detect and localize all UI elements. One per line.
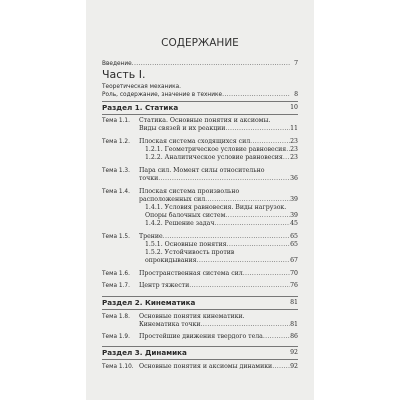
section-heading: Раздел 2. Кинематика 81 bbox=[102, 298, 298, 307]
toc-row: Тема 1.4. Плоская система произвольно bbox=[102, 188, 240, 195]
section-divider bbox=[102, 359, 298, 360]
toc-row: Опоры балочных систем ..... 39 bbox=[102, 212, 298, 220]
toc-intro-page: 7 bbox=[294, 60, 298, 67]
toc-row: Тема 1.10. Основные понятия и аксиомы динамики ..... 92 bbox=[102, 363, 298, 371]
toc-page bbox=[86, 0, 314, 400]
toc-intro-text: Введение bbox=[102, 61, 132, 67]
toc-row: Тема 1.1. Статика. Основные понятия и аксиомы. bbox=[102, 117, 271, 124]
section-divider bbox=[102, 346, 298, 347]
toc-row: Тема 1.3. Пара сил. Момент силы относительно bbox=[102, 167, 265, 174]
section-divider bbox=[102, 101, 298, 102]
toc-row: Виды связей и их реакции ..... 11 bbox=[102, 125, 298, 133]
toc-row: 1.2.1. Геометрическое условие равновесия ..... 23 bbox=[102, 146, 298, 154]
toc-row: 1.2.2. Аналитическое условие равновесия ..... 23 bbox=[102, 154, 298, 162]
section-divider bbox=[102, 114, 298, 115]
section-divider bbox=[102, 309, 298, 310]
toc-row: опрокидывания ..... 67 bbox=[102, 257, 298, 265]
section-heading: Раздел 3. Динамика 92 bbox=[102, 348, 298, 357]
part-subtitle-2: Роль, содержание, значение в технике bbox=[102, 92, 223, 98]
part-title: Часть I. bbox=[102, 68, 146, 81]
toc-row: 1.5.2. Устойчивость против bbox=[145, 249, 235, 256]
part-page: 8 bbox=[294, 91, 298, 98]
section-heading: Раздел 1. Статика 10 bbox=[102, 103, 298, 112]
toc-row: Тема 1.7. Центр тяжести ..... 76 bbox=[102, 282, 298, 290]
toc-row: Кинематика точки ..... 81 bbox=[102, 321, 298, 329]
part-subtitle-row bbox=[102, 91, 298, 99]
toc-row: Тема 1.9. Простейшие движения твердого тела ..... 86 bbox=[102, 333, 298, 341]
toc-row: Тема 1.5. Трение ..... 65 bbox=[102, 233, 298, 241]
toc-heading: СОДЕРЖАНИЕ bbox=[161, 37, 239, 49]
part-subtitle-1: Теоретическая механика. bbox=[102, 84, 181, 90]
toc-row: Тема 1.2. Плоская система сходящихся сил ..... 23 bbox=[102, 138, 298, 146]
toc-row: 1.4.2. Решение задач ..... 45 bbox=[102, 220, 298, 228]
toc-row: 1.5.1. Основные понятия ..... 65 bbox=[102, 241, 298, 249]
toc-row: точки ..... 36 bbox=[102, 175, 298, 183]
toc-row: расположенных сил ..... 39 bbox=[102, 196, 298, 204]
toc-intro-row bbox=[102, 60, 298, 68]
toc-row: 1.4.1. Условия равновесия. Виды нагрузок. bbox=[145, 204, 287, 211]
toc-row: Тема 1.6. Пространственная система сил ..... 70 bbox=[102, 270, 298, 278]
toc-row: Тема 1.8. Основные понятия кинематики. bbox=[102, 313, 245, 320]
section-divider bbox=[102, 296, 298, 297]
